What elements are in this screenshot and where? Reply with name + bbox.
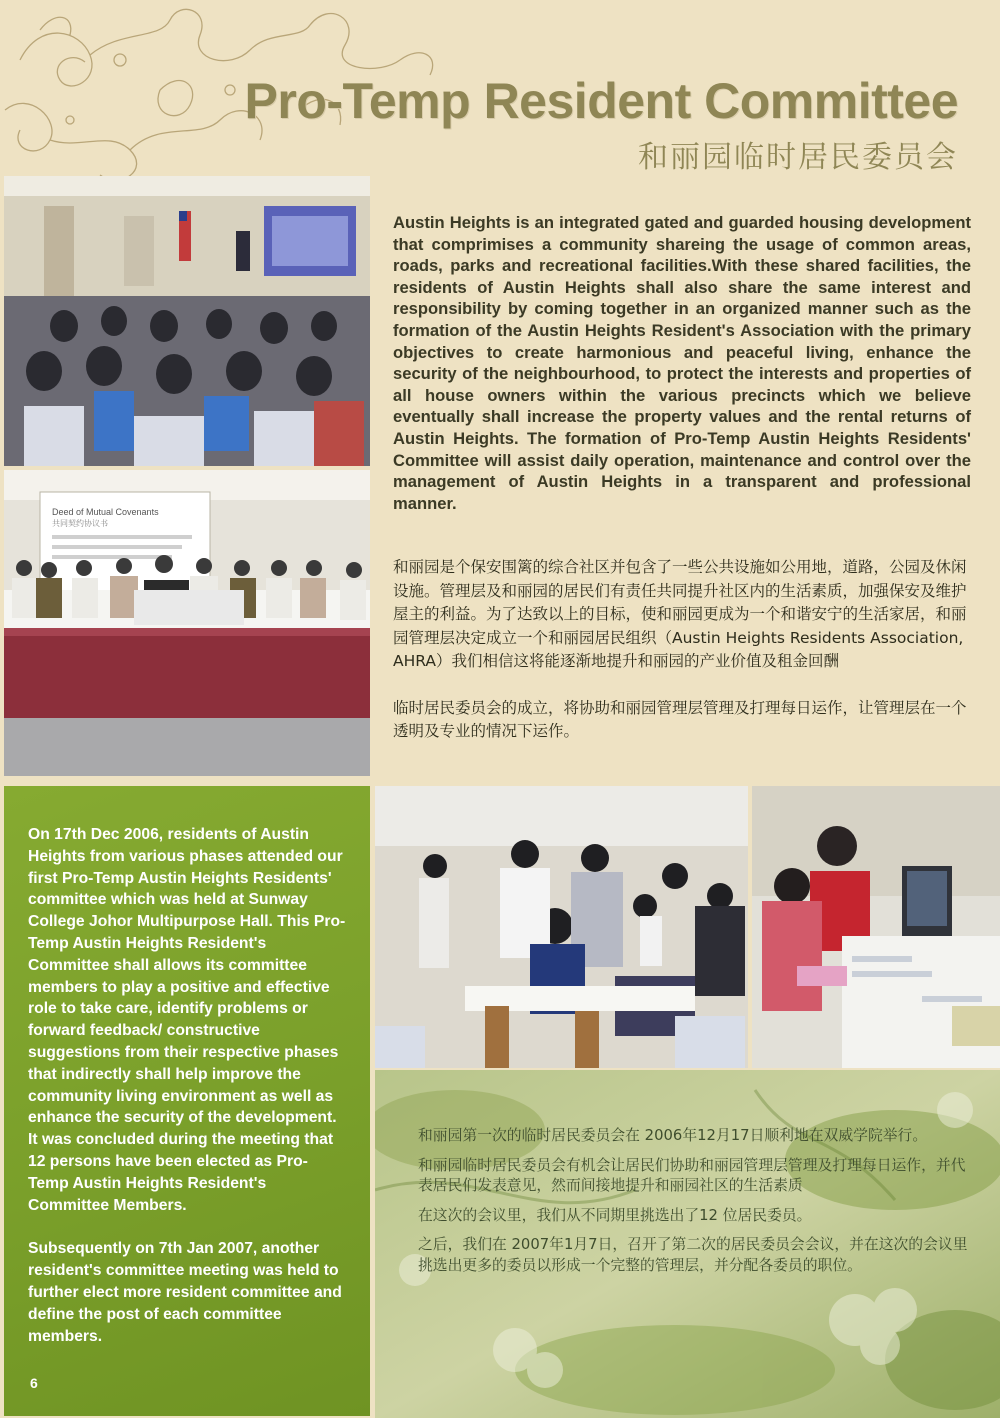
slide-title: Deed of Mutual Covenants: [52, 507, 159, 517]
meeting-paragraph-2: Subsequently on 7th Jan 2007, another resident's committee meeting was held to further elect more resident committee and define the post of each committee members.: [28, 1240, 342, 1345]
page-subtitle-chinese: 和丽园临时居民委员会: [638, 140, 958, 175]
photo-registration-desk: [752, 786, 1000, 1068]
meeting-chinese-4: 之后，我们在 2007年1月7日，召开了第二次的居民委员会会议，并在这次的会议里挑选出更多的委员以形成一个完整的管理层，并分配各委员的职位。: [418, 1236, 968, 1274]
photo-residents-meeting-audience: [4, 176, 370, 466]
meeting-chinese-3: 在这次的会议里，我们从不同期里挑选出了12 位居民委员。: [418, 1206, 812, 1224]
meeting-paragraph-1: On 17th Dec 2006, residents of Austin Heights from various phases attended our first Pro-Temp Austin Heights Residents' committee which was held at Sunway College Johor Multipurpose Hall. This Pro-Temp Austin Heights Resident's Committee shall allows its committee members to play a positive and effective role to take care, identify problems or forward feedback/ constructive suggestions from their respective phases that indirectly shall help improve the community living environment as well as enhance the security of the development. It was concluded during the meeting that 12 persons have been elected as Pro-Temp Austin Heights Resident's Committee Members.: [28, 826, 346, 1214]
intro-paragraph-english: Austin Heights is an integrated gated and guarded housing development that comprimises a community shareing the usage of common areas, roads, parks and recreational facilities.With these shared facilities, the residents of Austin Heights shall also share the same interest and responsibility by coming together in an organized manner such as the formation of the Austin Heights Resident's Association with the primary objectives to create harmonious and peaceful living, enhance the security of the neighbourhood, to protect the interests and properties of all house owners within the various precincts which we believe eventually shall increase the property values and the rental returns of Austin Heights. The formation of Pro-Temp Austin Heights Residents' Committee will assist daily operation, maintenance and control over the management of Austin Heights in a transparent and professional manner.: [393, 213, 971, 513]
meeting-summary-chinese: [418, 1126, 970, 1285]
slide-subtitle: 共同契约协议书: [52, 519, 108, 528]
photo-committee-panel: [4, 470, 370, 776]
meeting-summary-english: [28, 824, 346, 1369]
photo-residents-registration: [375, 786, 748, 1068]
page-number: 6: [30, 1375, 38, 1391]
meeting-chinese-1: 和丽园第一次的临时居民委员会在 2006年12月17日顺利地在双威学院举行。: [418, 1127, 928, 1144]
page-title: Pro-Temp Resident Committee: [244, 73, 958, 129]
meeting-chinese-2: 和丽园临时居民委员会有机会让居民们协助和丽园管理层管理及打理每日运作，并代表居民们发表意见，然而间接地提升和丽园社区的生活素质: [418, 1156, 966, 1194]
intro-chinese-block: [393, 556, 971, 767]
intro-paragraph-chinese-2: 临时居民委员会的成立，将协助和丽园管理层管理及打理每日运作，让管理层在一个透明及专业的情况下运作。: [393, 698, 967, 740]
intro-paragraph-chinese-1: 和丽园是个保安围篱的综合社区并包含了一些公共设施如公用地，道路，公园及休闲设施。管理层及和丽园的居民们有责任共同提升社区内的生活素质，加强保安及维护屋主的利益。为了达致以上的目标，使和丽园更成为一个和谐安宁的生活家居，和丽园管理层决定成立一个和丽园居民组织（Austin Heights Residents Association, AHRA）我们相信这将能逐渐地提升和丽园的产业价值及租金回酬: [393, 558, 967, 670]
